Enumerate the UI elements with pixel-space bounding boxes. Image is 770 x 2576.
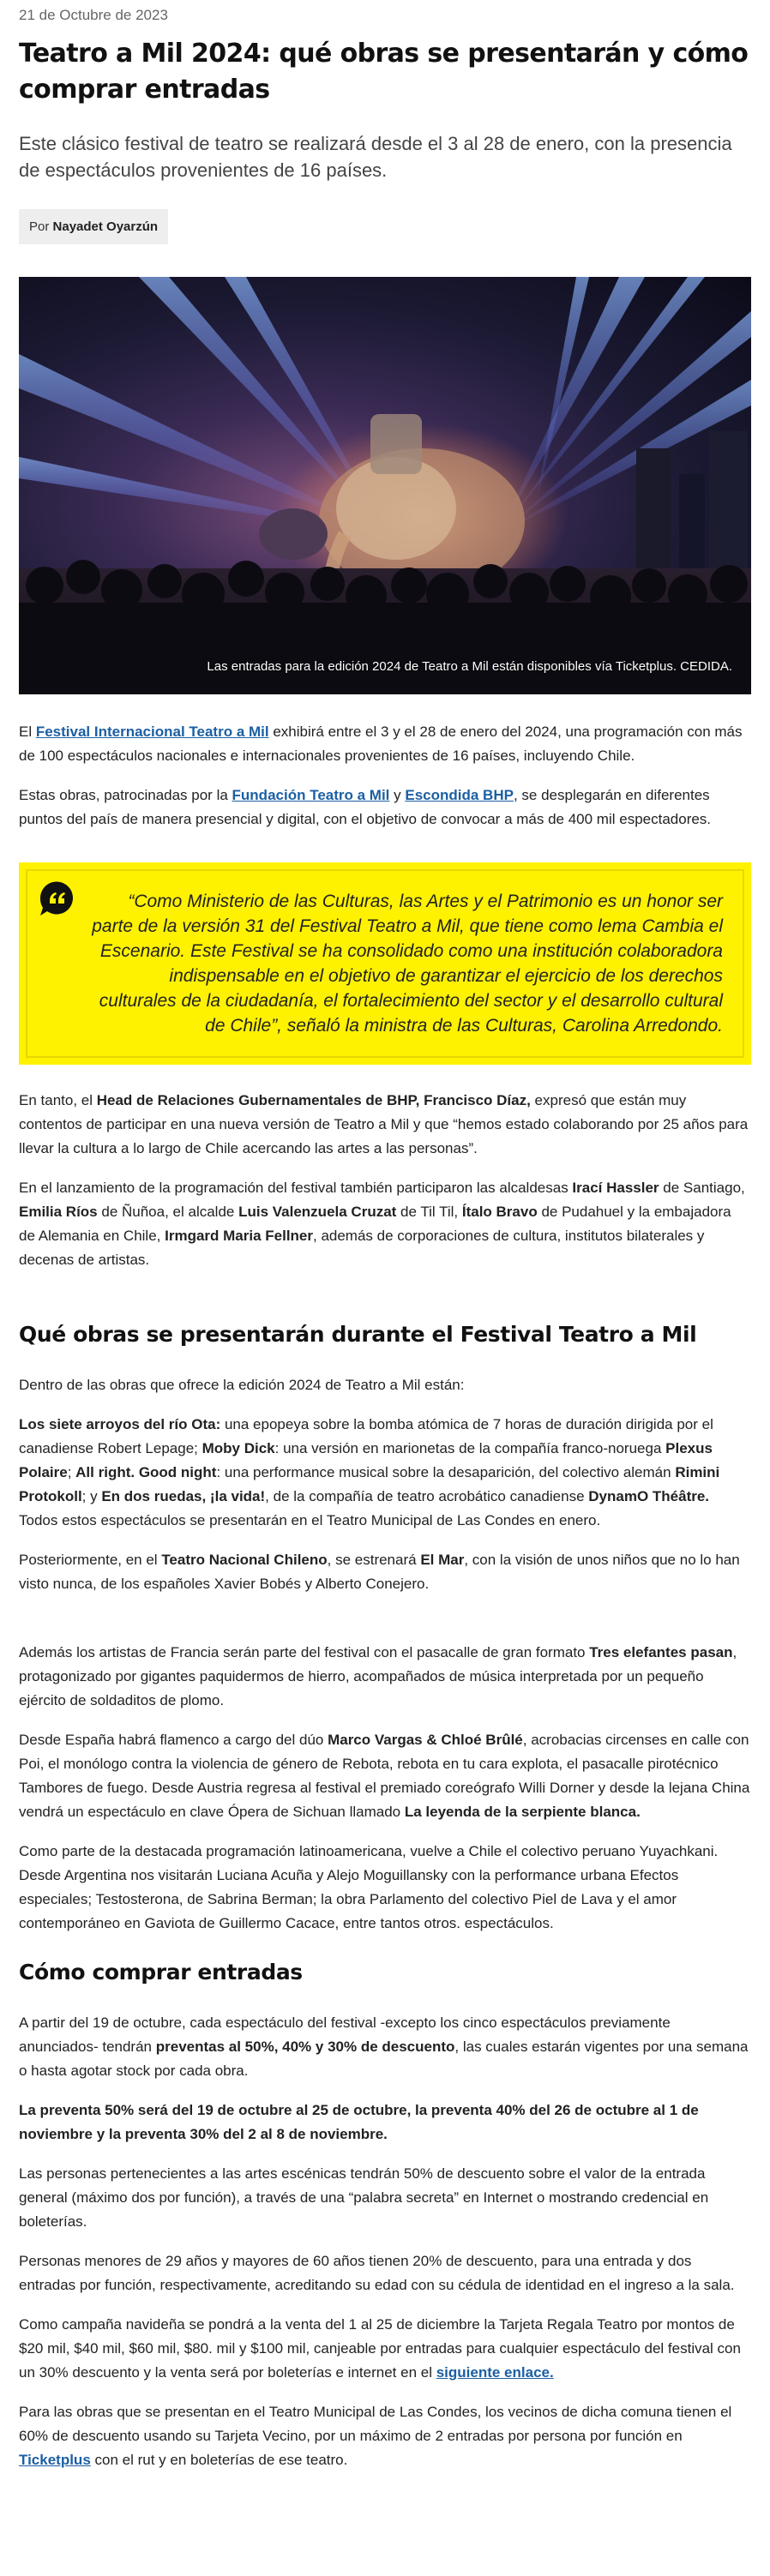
paragraph-works [19, 1413, 751, 1533]
paragraph-edades: Personas menores de 29 años y mayores de 60 años tienen 20% de descuento, para una entrada y dos entradas por función, respectivamente, acreditando su edad con su cédula de identidad en el ingreso a la sala. [19, 2253, 735, 2293]
text: , las cuales estarán vigentes por una semana o hasta agotar stock por cada obra. [19, 2039, 749, 2079]
text: : una performance musical sobre la desaparición, del colectivo alemán [216, 1464, 676, 1480]
bold-text: El Mar [420, 1552, 465, 1568]
text: Además los artistas de Francia serán parte del festival con el pasacalle de gran formato [19, 1644, 590, 1660]
bold-text: Irmgard Maria Fellner [165, 1228, 313, 1244]
publish-date: 21 de Octubre de 2023 [19, 7, 168, 23]
text: con el rut y en boleterías de ese teatro. [90, 2452, 348, 2468]
paragraph-latam: Como parte de la destacada programación latinoamericana, vuelve a Chile el colectivo peruano Yuyachkani. Desde Argentina nos visitarán Luciana Acuña y Alejo Moguillansky con la performance urbana Efectos especiales; Testosterona, de Sabrina Berman; la obra Parlamento del colectivo Piel de Lava y el amor contemporáneo en Gaviota de Guillermo Cacace, entre tantos otros. espectáculos. [19, 1843, 719, 1931]
text: y [389, 787, 406, 803]
spacer [19, 1596, 751, 1615]
bold-text: Rimini Protokoll [19, 1464, 720, 1504]
bold-text: Marco Vargas & Chloé Brûlé [328, 1732, 523, 1748]
text: exhibirá entre el 3 y el 28 de enero del 2024, una programación con más de 100 espectáculos nacionales e internacionales provenientes de 16 países, incluyendo Chile. [19, 724, 743, 764]
text: , de la compañía de teatro acrobático canadiense [265, 1488, 589, 1504]
paragraph-escenicas: Las personas pertenecientes a las artes escénicas tendrán 50% de descuento sobre el valor de la entrada general (máximo dos por función), a través de una “palabra secreta” en Internet o mostrando credencial en boleterías. [19, 2165, 709, 2230]
quote-text: “Como Ministerio de las Culturas, las Artes y el Patrimonio es un honor ser parte de la versión 31 del Festival Teatro a Mil, que tiene como lema Cambia el Escenario. Este Festival se ha consolidado como una institución colaboradora indispensable en el objetivo de garantizar el ejercicio de los derechos culturales de la ciudadanía, el fortalecimiento del sector y el desarrollo cultural de Chile”, señaló la ministra de las Culturas, Carolina Arredondo. [92, 892, 723, 1036]
bold-text: Emilia Ríos [19, 1204, 98, 1220]
paragraph-francia [19, 1641, 751, 1713]
paragraph-fechas: La preventa 50% será del 19 de octubre al 25 de octubre, la preventa 40% del 26 de octubre al 1 de noviembre y la preventa 30% del 2 al 8 de noviembre. [19, 2102, 699, 2142]
bold-text: Ítalo Bravo [461, 1204, 538, 1220]
quote-icon [37, 879, 76, 918]
text: , con la visión de unos niños que no lo han visto nunca, de los españoles Xavier Bobés y Alberto Conejero. [19, 1552, 740, 1592]
byline-author: Nayadet Oyarzún [52, 219, 159, 234]
paragraph-navidad [19, 2313, 751, 2385]
text: En el lanzamiento de la programación del festival también participaron las alcaldesas [19, 1180, 573, 1196]
section-heading-obras: Qué obras se presentarán durante el Festival Teatro a Mil [19, 1322, 697, 1347]
ticketplus-link[interactable]: Ticketplus [19, 2452, 91, 2468]
text: de Santiago, [659, 1180, 745, 1196]
byline [19, 209, 168, 244]
paragraph-intro [19, 720, 751, 768]
paragraph-sponsors [19, 784, 751, 832]
bold-text: DynamO Théâtre. [588, 1488, 710, 1504]
paragraph-bhp [19, 1089, 751, 1161]
bold-text: Plexus Polaire [19, 1440, 713, 1480]
text: de Ñuñoa, el alcalde [97, 1204, 239, 1220]
text: , además de corporaciones de cultura, institutos bilaterales y decenas de artistas. [19, 1228, 705, 1268]
text: Para las obras que se presentan en el Teatro Municipal de Las Condes, los vecinos de dicha comuna tienen el 60% de descuento usando su Tarjeta Vecino, por un máximo de 2 entradas por persona por función en [19, 2404, 732, 2444]
text: de Til Til, [396, 1204, 462, 1220]
pull-quote [19, 862, 751, 1065]
text: En tanto, el [19, 1092, 97, 1108]
bold-text: Head de Relaciones Gubernamentales de BHP, Francisco Díaz, [96, 1092, 531, 1108]
paragraph-preventa [19, 2011, 751, 2083]
bold-text: Tres elefantes pasan [589, 1644, 733, 1660]
bold-text: Teatro Nacional Chileno [161, 1552, 328, 1568]
text: Como campaña navideña se pondrá a la venta del 1 al 25 de diciembre la Tarjeta Regala Teatro por montos de $20 mil, $40 mil, $60 mil, $80. mil y $100 mil, canjeable por entradas para cualquier espectáculo del festival con un 30% descuento y la venta será por boleterías e internet en el [19, 2316, 741, 2381]
article-subtitle: Este clásico festival de teatro se realizará desde el 3 al 28 de enero, con la presencia de espectáculos provenientes de 16 países. [19, 133, 732, 181]
text: Estas obras, patrocinadas por la [19, 787, 232, 803]
bold-text: Irací Hassler [572, 1180, 659, 1196]
festival-link[interactable]: Festival Internacional Teatro a Mil [35, 724, 269, 740]
hero-caption: Las entradas para la edición 2024 de Teatro a Mil están disponibles vía Ticketplus. CEDIDA. [207, 659, 732, 674]
text: ; [67, 1464, 76, 1480]
text: una epopeya sobre la bomba atómica de 7 horas de duración dirigida por el canadiense Robert Lepage; [19, 1416, 713, 1456]
bold-text: Los siete arroyos del río Ota: [19, 1416, 221, 1432]
hero-image [19, 277, 751, 694]
text: ; y [81, 1488, 102, 1504]
text: de Pudahuel y la embajadora de Alemania en Chile, [19, 1204, 731, 1244]
paragraph-launch [19, 1176, 751, 1272]
text: , protagonizado por gigantes paquidermos de hierro, acompañados de música interpretada por un pequeño ejército de soldaditos de plomo. [19, 1644, 737, 1708]
text: A partir del 19 de octubre, cada espectáculo del festival -excepto los cinco espectáculos previamente anunciados- tendrán [19, 2015, 671, 2055]
article-title: Teatro a Mil 2024: qué obras se presentarán y cómo comprar entradas [19, 39, 749, 105]
bold-text: La leyenda de la serpiente blanca. [404, 1804, 641, 1820]
paragraph-obras-intro: Dentro de las obras que ofrece la edición 2024 de Teatro a Mil están: [19, 1377, 465, 1393]
text: , acrobacias circenses en calle con Poi, el monólogo contra la violencia de género de Rebota, rebota en tu cara explota, el pasacalle pirotécnico Tambores de fuego. Desde Austria regresa al festival el premiado coreógrafo Willi Dorner y desde la lejana China vendrá un espectáculo en clave Ópera de Sichuan llamado [19, 1732, 750, 1820]
paragraph-vecinos [19, 2400, 751, 2472]
bold-text: En dos ruedas, ¡la vida! [101, 1488, 266, 1504]
text: Posteriormente, en el [19, 1552, 162, 1568]
escondida-link[interactable]: Escondida BHP [405, 787, 514, 803]
bold-text: Luis Valenzuela Cruzat [238, 1204, 397, 1220]
hero-illustration [19, 277, 751, 694]
bold-text: All right. Good night [75, 1464, 217, 1480]
byline-prefix: Por [29, 219, 53, 234]
text: Todos estos espectáculos se presentarán en el Teatro Municipal de Las Condes en enero. [19, 1512, 601, 1528]
section-heading-entradas: Cómo comprar entradas [19, 1960, 303, 1985]
bold-text: Moby Dick [202, 1440, 275, 1456]
bold-text: preventas al 50%, 40% y 30% de descuento [155, 2039, 455, 2055]
paragraph-teatro-nacional [19, 1548, 751, 1596]
text: Desde España habrá flamenco a cargo del dúo [19, 1732, 328, 1748]
paragraph-espana [19, 1728, 751, 1824]
text: expresó que están muy contentos de participar en una nueva versión de Teatro a Mil y que “hemos estado colaborando por 25 años para llevar la cultura a lo largo de Chile acercando las artes a las personas”. [19, 1092, 749, 1156]
text: , se estrenará [327, 1552, 421, 1568]
text: : una versión en marionetas de la compañía franco-noruega [274, 1440, 666, 1456]
text: , se desplegarán en diferentes puntos del país de manera presencial y digital, con el objetivo de convocar a más de 400 mil espectadores. [19, 787, 712, 827]
siguiente-enlace-link[interactable]: siguiente enlace. [436, 2364, 554, 2381]
text: El [19, 724, 36, 740]
fundacion-link[interactable]: Fundación Teatro a Mil [232, 787, 390, 803]
